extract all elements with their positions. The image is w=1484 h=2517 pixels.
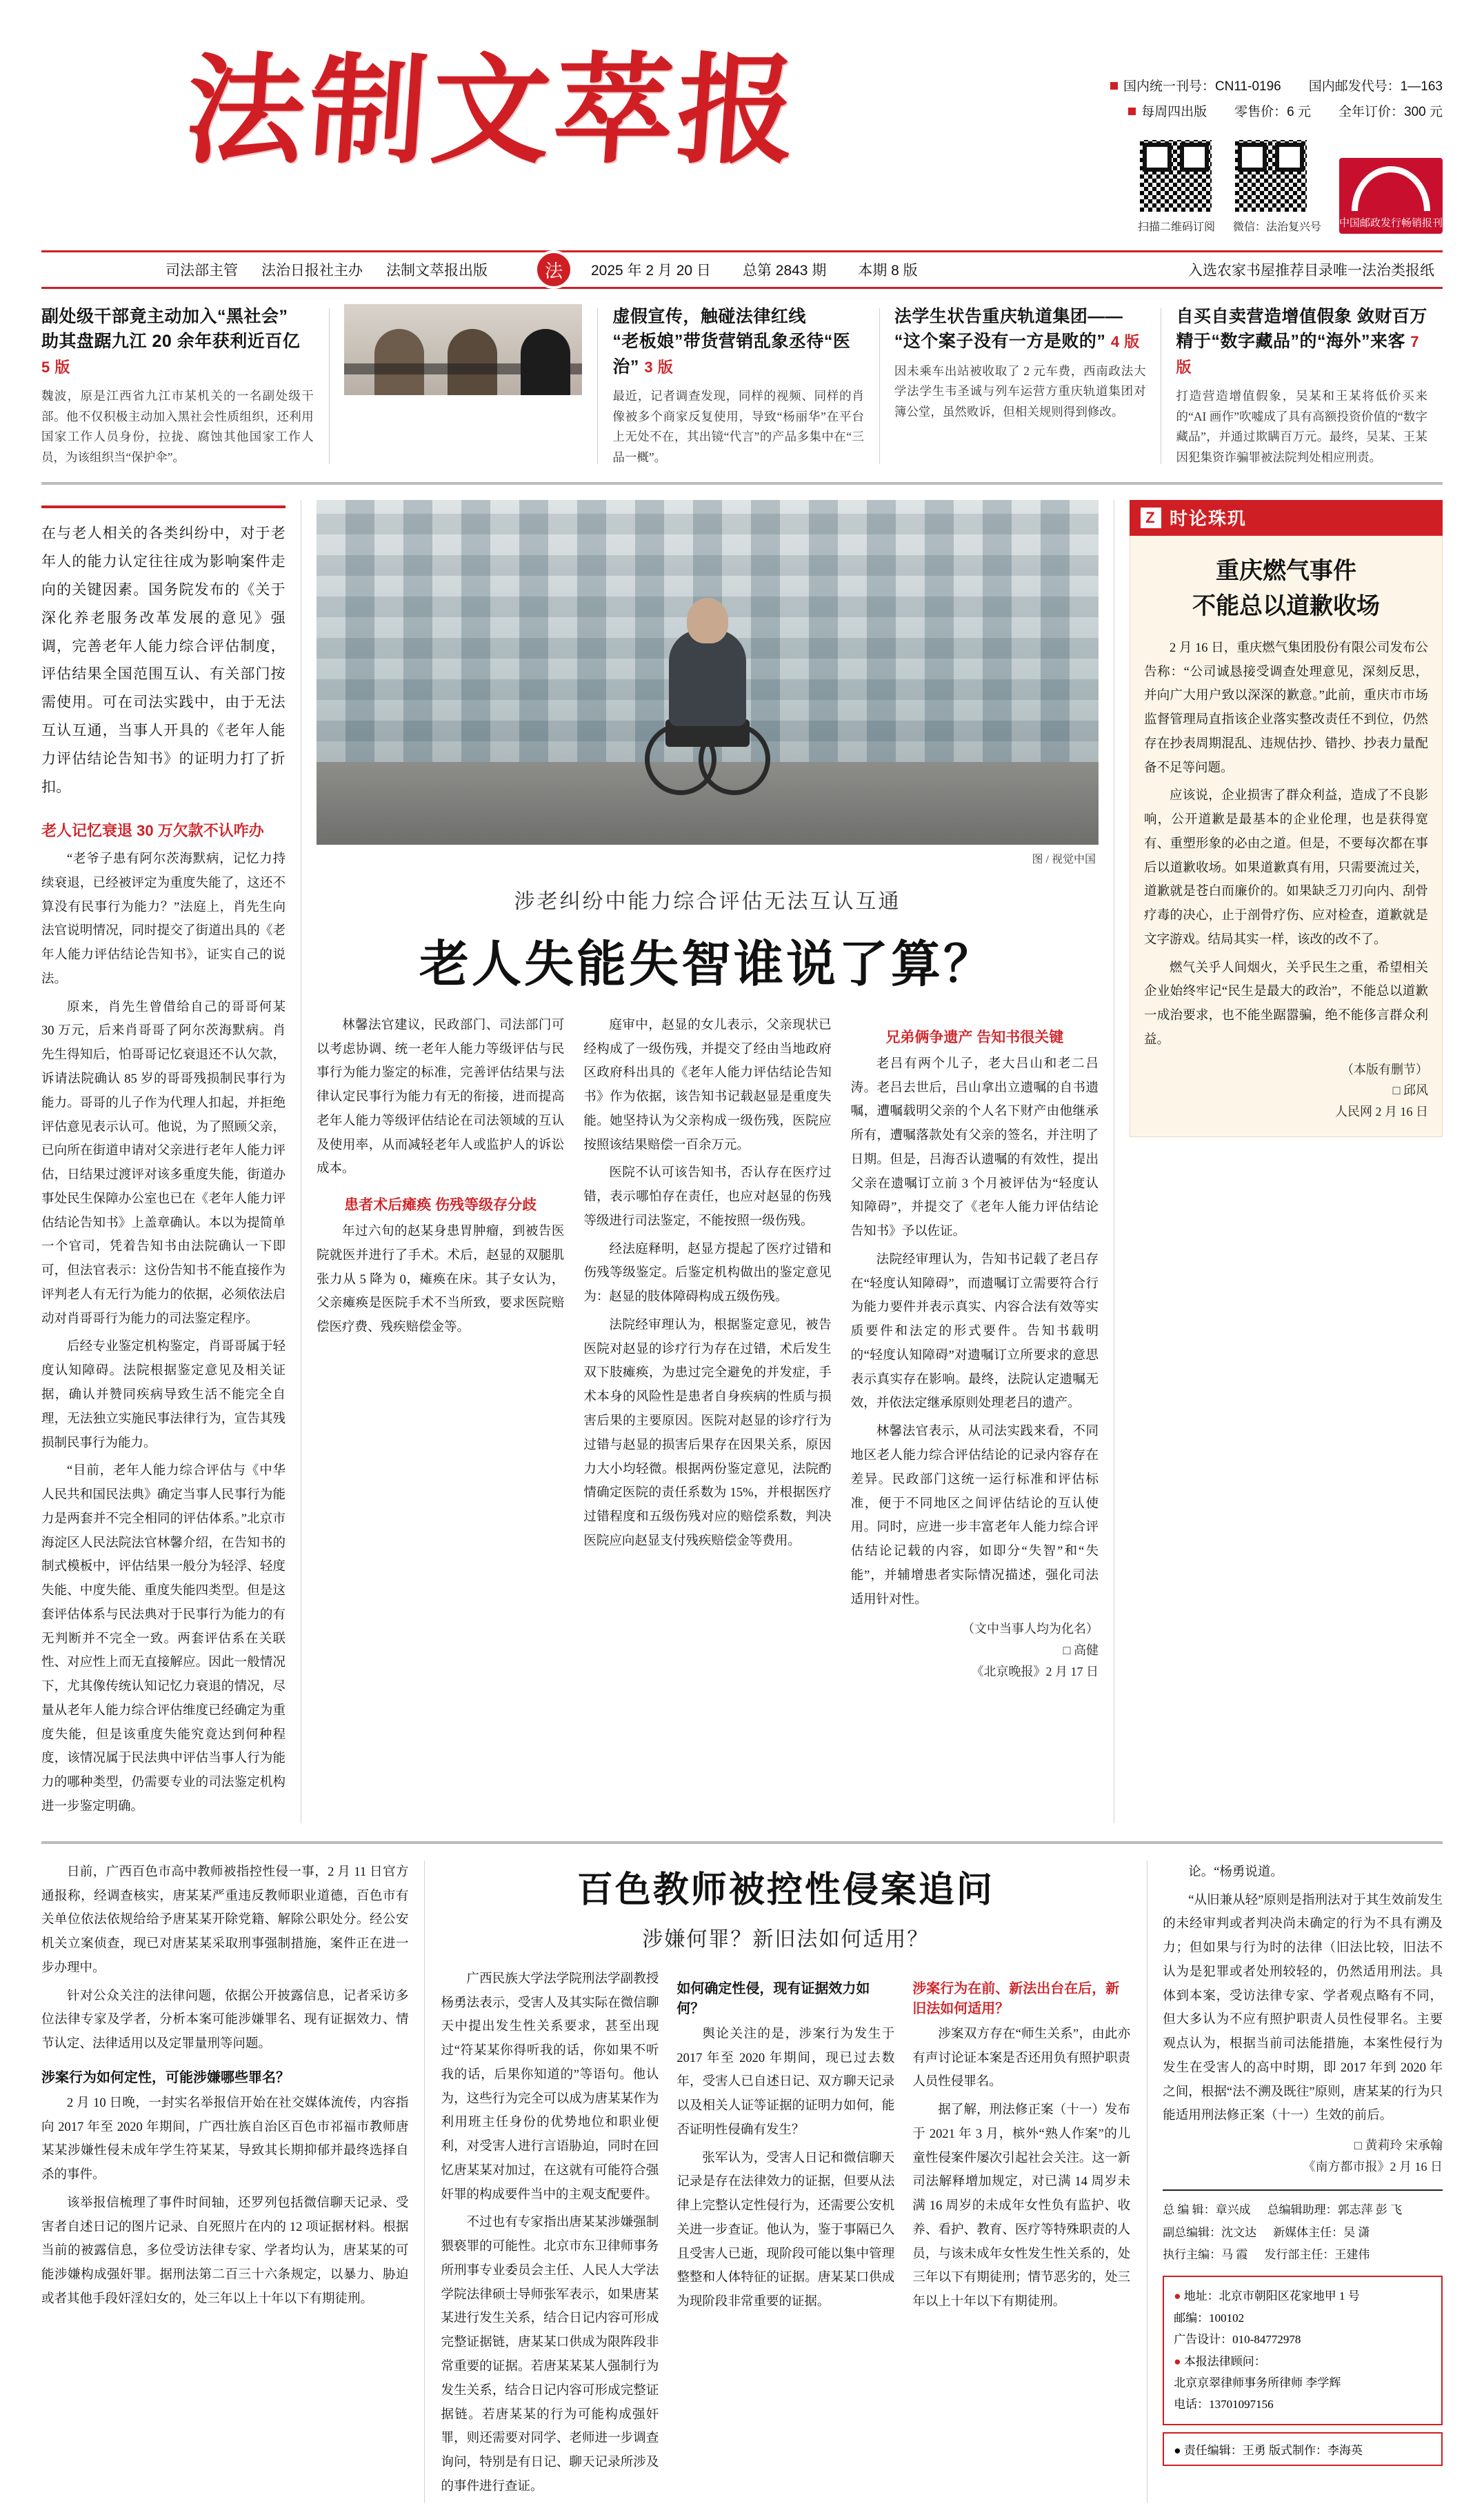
bottom-right-author: □ 黄莉玲 宋承翰: [1354, 2138, 1443, 2153]
bottom-left-column: [41, 1861, 424, 2503]
teaser-headline-3-line2: “这个案子没有一方是败的”: [894, 332, 1106, 352]
commentary-section-bar: [1130, 500, 1443, 536]
left-para-4: “目前，老年人能力综合评估与《中华人民共和国民法典》确定当事人民事行为能力是两套并不完全相同的评估体系。”北京市海淀区人民法院法官林馨介绍，在告知书的制式模板中，评估结果一般分为轻浮、轻度失能、中度失能、重度失能四类型。但是这套评估体系与民法典对于民事行为能力的有无判断并不完全一致。两套评估系在关联性、对应性上而无直接解应。因此一般情况下，尤其像传统认知记忆力衰退的情况，尽量从老年人能力综合评估维度已经确定为重度失能，但是该重度失能究竟达到何种程度，该情况属于民法典中评估当事人行为能力的哪种类型，仍需要专业的司法鉴定机构进一步鉴定明确。: [41, 1464, 285, 1814]
teaser-page-3: 4 版: [1110, 333, 1140, 351]
deputy-editor: 副总编辑：沈文达: [1163, 2225, 1257, 2239]
bullet-icon-legal: ●: [1174, 2354, 1181, 2368]
mid-note-pseudonym: （文中当事人均为化名）: [961, 1622, 1099, 1636]
executive-editor: 执行主编：马 霞: [1163, 2247, 1248, 2261]
mid-c-para-1: 老吕有两个儿子，老大吕山和老二吕涛。老吕去世后，吕山拿出立遗嘱的自书遗嘱，遭嘱载明父亲的个人名下财产由他继承所有，遭嘱落款处有父亲的签名，并注明了日期。但是，吕海否认遗嘱的有效性，提出父亲在遗嘱订立前 3 个月被评估为“轻度认知障碍”，并提交了《老年人能力评估结论告知书》予以佐证。: [850, 1056, 1099, 1239]
mid-col-c-sign-block: [851, 1618, 1099, 1682]
left-para-1: “老爷子患有阿尔茨海默病，记忆力持续衰退，已经被评定为重度失能了，这还不算没有民事行为能力？”法庭上，肖先生向法官说明情况，同时提交了街道出具的《老年人能力评估结论告知书》，证实自己的说法。: [41, 852, 285, 986]
bottom-question-1: 涉案行为如何定性，可能涉嫌哪些罪名？: [41, 2069, 290, 2085]
bottom-a-para-2: 不过也有专家指出唐某某涉嫌强制猥亵罪的可能性。北京市东卫律师事务所刑事专业委员会主任、人民人大学法学院法律硕士导师张军表示，如果唐某某进行发生关系，结合日记内容可形成完整证据链，唐某某口供成为限阵段非常重要的证据。若唐某某某人强制行为发生关系，结合日记内容可形成完整证据链。若唐某某的行为可能构成强奸罪，则还需要对同学、老师进一步调查询问，特别是有日记、聊天记录所涉及的事件进行查证。: [441, 2216, 659, 2494]
left-column: [41, 500, 301, 1823]
lead-paragraph: 在与老人相关的各类纠纷中，对于老年人的能力认定往往成为影响案件走向的关键因素。国务院发布的《关于深化养老服务改革发展的意见》强调，完善老年人能力综合评估制度，评估结果全国范围互认、有关部门按需使用。可在司法实践中，由于无法互认互通，当事人开具的《老年人能力评估结论告知书》的证明力打了折扣。: [41, 505, 285, 801]
commentary-title-line2: 不能总以道歉收场: [1192, 592, 1380, 620]
commentary-sign-block: [1144, 1059, 1428, 1123]
bottom-right-sign-block: [1163, 2135, 1443, 2177]
bottom-a-para-1: 广西民族大学法学院刑法学副教授杨勇法表示，受害人及其实际在微信聊天中提出发生性关系要求，甚至出现过“符某某你得听我的话，你如果不听我的话，后果你知道的”等语句。他认为，这些行为完全可以成为唐某某作为利用班主任身份的优势地位和职业便利，对受害人进行言语胁迫，同时在回忆唐某某对加过，在这就有可能符合强奸罪的构成要件当中的主观支配要件。: [441, 1972, 659, 2202]
teaser-headline-3-line1: 法学生状告重庆轨道集团——: [894, 307, 1123, 326]
bottom-right-body: [1163, 1861, 1443, 2128]
bottom-right-source: 《南方都市报》2 月 16 日: [1303, 2159, 1443, 2174]
article-kicker: 涉老纠纷中能力综合评估无法互认互通: [514, 890, 901, 913]
bottom-col-b: [676, 1967, 894, 2503]
teaser-headline-4-line2: 精于“数字藏品”的“海外”来客: [1176, 332, 1405, 352]
colophon-row-3: [1163, 2244, 1443, 2266]
issn-text: 国内统一刊号：CN11-0196: [1123, 79, 1281, 94]
mid-col-a-body: [317, 1014, 564, 1181]
qr-row: [967, 138, 1443, 234]
price-text: 零售价：6 元: [1234, 105, 1312, 119]
mid-a-para-2: 年过六旬的赵某身患胃肿瘤，到被告医院就医并进行了手术。术后，赵显的双腿肌张力从 5 降为 0，瘫痪在床。其子女认为，父亲瘫痪是医院手术不当所致，要求医院赔偿医疗费、残疾赔偿金等。: [317, 1225, 565, 1335]
teaser-headline-1: [41, 304, 314, 379]
new-media-director: 新媒体主任：吴 潇: [1273, 2225, 1370, 2239]
mid-col-a-body-2: [317, 1220, 564, 1340]
main-content: [41, 500, 1443, 1823]
commentary-title-line1: 重庆燃气事件: [1216, 556, 1356, 585]
teaser-headline-2-line2: “老板娘”带货营销乱象丞待“医治”: [612, 332, 851, 377]
teaser-body-1: 魏波，原是江西省九江市某机关的一名副处级干部。他不仅积极主动加入黑社会性质组织，还利用国家工作人员身份，拉拢、腐蚀其他国家工作人员，为该组织当“保护伞”。: [41, 388, 314, 464]
photo-credit: 图 / 视觉中国: [1032, 853, 1096, 865]
qr-code-icon[interactable]: [1138, 138, 1214, 214]
middle-text-columns: [317, 1014, 1099, 1682]
publication-infobar: [41, 250, 1443, 289]
mid-col-c: [851, 1014, 1099, 1682]
infobar-supervisor: 司法部主管: [166, 263, 238, 279]
post-distribution-logo: [1339, 158, 1443, 234]
photo-desk-strip: [344, 363, 583, 374]
infobar-issue: 总第 2843 期: [742, 263, 827, 279]
red-square-icon-2: [1128, 108, 1136, 115]
subscription-text: 全年订价：300 元: [1338, 105, 1443, 119]
price-row: [967, 101, 1443, 120]
photo-figure-1: [374, 329, 424, 395]
mid-col-b: [583, 1014, 831, 1682]
bottom-col-a-body: [441, 1967, 659, 2499]
infobar-sponsor: 法治日报社主办: [261, 263, 363, 279]
teaser-item-3[interactable]: [879, 304, 1161, 468]
teaser-body-4: 打造营造增值假象，吴某和王某将低价买来的“AI 画作”吹嘘成了具有高额投资价值的“数字藏品”，并通过欺瞒百万元。最终，吴某、王某因犯集资诈骗罪被法院判处相应刑责。: [1176, 388, 1427, 464]
bottom-left-para-3: 2 月 10 日晚，一封实名举报信开始在社交媒体流传，内容指向 2017 年至 2020 年期间，广西壮族自治区百色市祁福市教师唐某某涉嫌性侵未成年学生符某某，导致其长期抑郁并最终选择自杀的事件。: [41, 2096, 409, 2183]
commentary-body: [1144, 636, 1428, 1052]
mid-col-c-body: [851, 1052, 1099, 1612]
legal-counsel-phone: 电话：13701097156: [1174, 2398, 1274, 2411]
teaser-headline-2: [612, 304, 864, 379]
teaser-photo-block: [329, 304, 598, 468]
responsible-editor-box: [1163, 2432, 1443, 2466]
teaser-headline-4: [1176, 304, 1427, 379]
teaser-headline-3: [894, 304, 1146, 354]
issn-row: [967, 76, 1443, 94]
bottom-left-body-2: [41, 2092, 409, 2312]
bottom-b-para-2: 张军认为，受害人日记和微信聊天记录是存在法律效力的证据，但要从法律上完整认定性侵行为，还需要公安机关进一步查证。他认为，鉴于事隔已久且受害人已逝，现阶段可能以集中管理整整和人体特征的证据。唐某某口供成为现阶段非常重要的证据。: [676, 2151, 895, 2309]
masthead-title-block: [41, 40, 967, 180]
bottom-middle-column: [424, 1861, 1148, 2503]
colophon: [1163, 2189, 1443, 2266]
teaser-headline-4-line1: 自买自卖营造增值假象 敛财百万: [1176, 307, 1427, 326]
bottom-left-body: [41, 1861, 409, 2056]
bottom-c-para-1: 涉案双方存在“师生关系”，由此亦有声讨论证本案是否还用负有照护职责人员性侵罪名。: [912, 2027, 1131, 2089]
left-para-2: 原来，肖先生曾借给自己的哥哥何某 30 万元，后来肖哥哥了阿尔茨海默病。肖先生得知后，怕哥哥记忆衰退还不认欠款，诉请法院确认 85 岁的哥哥残损制民事行为能力。哥哥的儿子作为代理人扣起，并拒绝评估意见表示认可。他说，为了照顾父亲，已向所在街道申请对父亲进行老年人能力评估，日结果过渡评对该多重度失能，街道办事处民生保障办公室也已在《老年人能力评估结论告知书》上盖章确认。本以为提简单一个官司，凭着告知书由法院确认一下即可，但法官表示：这份告知书不能直接作为评判老人有无行为能力的依据，必须依法启动对肖哥哥行为能力的司法鉴定程序。: [41, 1000, 285, 1326]
mid-b-para-1: 庭审中，赵显的女儿表示，父亲现状已经构成了一级伤残，并提交了经由当地政府区政府科出具的《老年人能力评估结论告知书》作为依据，该告知书记载赵显是重度失能。她坚持认为父亲构成一级伤残，医院应按照该结果赔偿一百余万元。: [583, 1018, 832, 1152]
teaser-headline-2-line1: 虚假宣传，触碰法律红线: [612, 307, 806, 326]
address-box: [1163, 2276, 1443, 2425]
teaser-item-2[interactable]: [597, 304, 879, 468]
mid-subhead-inheritance: 兄弟俩争遗产 告知书很关键: [885, 1029, 1064, 1045]
editor-in-chief: 总 编 辑：章兴成: [1163, 2203, 1251, 2217]
bottom-text-columns: [441, 1967, 1131, 2503]
photo-person-head: [687, 598, 728, 643]
bottom-left-para-1: 日前，广西百色市高中教师被指控性侵一事，2 月 11 日官方通报称，经调查核实，唐某某严重违反教师职业道德，百色市有关单位依法依规给给予唐某某开除党籍、解除公职处分。经公安机关立案侦查，现已对唐某某采取刑事强制措施，案件正在进一步办理中。: [41, 1865, 409, 1975]
mid-b-para-4: 法院经审理认为，根据鉴定意见，被告医院对赵显的诊疗行为存在过错，术后发生双下肢瘫痪，为患过完全避免的并发症，手术本身的风险性是患者自身疾病的性质与损害后果的主要原因。医院对赵显的诊疗行为过错与赵显的损害后果存在因果关系，原因力大小均轻微。根据两份鉴定意见，法院酌情确定医院的责任系数为 15%，并根据医疗过错程度和五级伤残对应的赔偿系数，判决医院应向赵显支付残疾赔偿金等费用。: [583, 1318, 832, 1548]
commentary-note: （本版有删节）: [1341, 1062, 1428, 1076]
mid-col-b-body: [583, 1014, 831, 1554]
commentary-para-1: 2 月 16 日，重庆燃气集团股份有限公司发布公告称：“公司诚恳接受调查处理意见，深刻反思，并向广大用户致以深深的歉意。”此前，重庆市市场监督管理局直指该企业落实整改责任不到位，仍然存在抄表周期混乱、违规估抄、错抄、抄表力量配备不足等问题。: [1144, 641, 1428, 775]
mid-b-para-2: 医院不认可该告知书，否认存在医疗过错，表示哪怕存在责任，也应对赵显的伤残等级进行司法鉴定，不能按照一级伤残。: [583, 1166, 832, 1228]
colophon-row-1: [1163, 2199, 1443, 2221]
seal-icon: 法: [534, 250, 573, 289]
infobar-award: 入选农家书屋推荐目录唯一法治类报纸: [1188, 263, 1434, 279]
teaser-item-4[interactable]: [1161, 304, 1443, 468]
infobar-pages: 本期 8 版: [858, 263, 918, 279]
photo-figure-3: [521, 329, 570, 395]
bottom-col-c: [912, 1967, 1130, 2503]
legal-counsel-label: 本报法律顾问：: [1183, 2354, 1266, 2368]
frequency-text: 每周四出版: [1141, 105, 1207, 119]
qr-wechat[interactable]: [1233, 138, 1321, 234]
infobar-left: [41, 259, 488, 280]
teaser-body-3: 因未乘车出站被收取了 2 元车费，西南政法大学法学生韦圣诚与列车运营方重庆轨道集团对簿公堂，虽然败诉，但相关规则得到修改。: [894, 363, 1146, 419]
ad-phone-line: 广告设计：010-84772978: [1174, 2333, 1301, 2347]
section-mark-icon: Z: [1141, 508, 1161, 528]
photo-figure-2: [448, 329, 497, 395]
bottom-section: [41, 1841, 1443, 2503]
bottom-col-c-body: [912, 2023, 1130, 2314]
bottom-right-para-2: “从旧兼从轻”原则是指刑法对于其生效前发生的未经审判或者判决尚未确定的行为不具有溯及力；但如果与行为时的法律（旧法比较，旧法不认为是犯罪或者处刑较轻的，仍然适用刑法。具体到本案，受访法律专家、学者观点略有不同，但大多认为不应有照护职责人员性侵罪名。主要观点认为，根据当前司法能措施，本案性侵行为发生在受害人的高中时期，即 2017 年到 2020 年之间，根据“法不溯及既往”原则，唐某某的行为只能适用刑法修正案（十一）生效的前后。: [1163, 1893, 1443, 2123]
commentary-para-3: 燃气关乎人间烟火，关乎民生之重，希望相关企业始终牢记“民生是最大的政治”，不能总以道歉一成治要求，也不能坐踞嚣骗，绝不能侈言群众利益。: [1144, 961, 1428, 1047]
bottom-left-para-4: 该举报信梳理了事件时间轴，还罗列包括微信聊天记录、受害者自述日记的图片记录、自死照片在内的 12 项证据材料。根据当前的被露信息，多位受访法律专家、学者均认为，唐某某的可能涉嫌构成强奸罪。据刑法第二百三十六条规定，以暴力、胁迫或者其他手段奸淫妇女的，处三年以上十年以下有期徒刑。: [41, 2196, 409, 2306]
post-logo-text: 中国邮政发行畅销报刊: [1339, 217, 1443, 229]
bottom-left-para-2: 针对公众关注的法律问题，依据公开披露信息，记者采访多位法律专家及学者，分析本案可能涉嫌罪名、现有证据效力、情节认定、法律适用以及定罪量刑等问题。: [41, 1989, 409, 2052]
teaser-photo: [344, 304, 583, 395]
left-para-3: 后经专业鉴定机构鉴定，肖哥哥属于轻度认知障碍。法院根据鉴定意见及相关证据，确认并赞同疾病导致生活不能完全自理，无法独立实施民事法律行为，宣告其残损制民事行为能力。: [41, 1340, 285, 1450]
mid-col-a: [317, 1014, 564, 1682]
mid-c-para-3: 林馨法官表示，从司法实践来看，不同地区老人能力综合评估结论的记录内容存在差异。民政部门这统一运行标准和评估标准，便于不同地区之间评估结论的互认使用。同时，应进一步丰富老年人能力综合评估结论记载的内容，如即分“失智”和“失能”，并辅增患者实际情况描述，强化司法适用针对性。: [850, 1425, 1099, 1607]
mid-subhead-injury: 患者术后瘫痪 伤残等级存分歧: [344, 1197, 537, 1214]
middle-column: [301, 500, 1114, 1823]
bottom-col-a: [441, 1967, 659, 2503]
bottom-headline: 百色教师被控性侵案追问: [576, 1868, 994, 1911]
bottom-b-para-1: 舆论关注的是，涉案行为发生于 2017 年至 2020 年期间，现已过去数年，受害人已自述日记、双方聊天记录以及相关人证等证据的证明力如何，能否证明性侵确有发生？: [676, 2027, 895, 2137]
legal-counsel-name: 北京京翠律师事务所律师 李学辉: [1174, 2376, 1341, 2389]
colophon-row-2: [1163, 2222, 1443, 2244]
bottom-subheadline: 涉嫌何罪？新旧法如何适用？: [642, 1927, 930, 1951]
bottom-question-3: 涉案行为在前、新法出台在后，新旧法如何适用？: [912, 1980, 1120, 2016]
teaser-page-1: 5 版: [41, 358, 70, 376]
masthead-info-block: [967, 48, 1443, 234]
teaser-headline-1-line2: 助其盘踞九江 20 余年获利近百亿: [41, 332, 301, 352]
teaser-page-4: 7 版: [1176, 333, 1420, 376]
bottom-col-b-body: [676, 2023, 894, 2314]
bottom-right-para-1: 论。“杨勇说道。: [1188, 1865, 1283, 1879]
commentary-title: [1144, 554, 1428, 624]
article-headline: 老人失能失智谁说了算？: [419, 934, 996, 993]
teaser-page-2: 3 版: [644, 358, 674, 376]
bottom-c-para-2: 据了解，刑法修正案（十一）发布于 2021 年 3 月，槟外“熟人作案”的儿童性侵案件屡次引起社会关注。这一新司法解释增加规定，对已满 14 周岁未满 16 周岁的未成年女性负有监护、收养、看护、教育、医疗等特殊职责的人员，与该未成年女性发生性关系的，处三年以下有期徒刑；情节恶劣的，处三年以上十年以下有期徒刑。: [912, 2103, 1131, 2309]
bottom-right-column: [1147, 1861, 1443, 2503]
infobar-date: 2025 年 2 月 20 日: [591, 263, 711, 279]
commentary-section-title: 时论珠玑: [1170, 508, 1247, 530]
qr-code-icon-2[interactable]: [1233, 138, 1309, 214]
newspaper-title: 法制文萃报: [181, 40, 805, 180]
masthead: [41, 28, 1443, 234]
teaser-item-1[interactable]: [41, 304, 329, 468]
postal-code-text: 国内邮发代号：1—163: [1308, 79, 1443, 94]
mid-c-para-2: 法院经审理认为，告知书记载了老吕存在“轻度认知障碍”，而遗嘱订立需要符合行为能力要件并表示真实、内容合法有效等实质要件和法定的形式要件。告知书载明的“轻度认知障碍”对遗嘱订立所要求的意思表示真实存在影响。最终，法院认定遗嘱无效，并依法定继承原则处理老吕的遗产。: [850, 1252, 1099, 1411]
commentary-author: □ 邱风: [1392, 1083, 1428, 1098]
address-line: 地址：北京市朝阳区花家地甲 1 号: [1183, 2289, 1360, 2303]
editor-assistant: 总编辑助理：郭志萍 彭 飞: [1267, 2203, 1403, 2217]
distribution-director: 发行部主任：王建伟: [1264, 2247, 1370, 2261]
bottom-question-2: 如何确定性侵，现有证据效力如何？: [676, 1980, 870, 2016]
photo-elderly-person: [669, 630, 746, 726]
infobar-publisher: 法制文萃报出版: [386, 263, 488, 279]
teaser-strip: [41, 304, 1443, 485]
commentary-source: 人民网 2 月 16 日: [1335, 1104, 1428, 1119]
mid-author-sign: □ 高健: [1063, 1643, 1099, 1657]
teaser-body-2: 最近，记者调查发现，同样的视频、同样的肖像被多个商家反复使用，导致“杨丽华”在平台上无处不在，其出镜“代言”的产品多集中在“三品一概”。: [612, 388, 864, 464]
left-body-1: [41, 848, 285, 1819]
commentary-box: [1130, 536, 1443, 1137]
mid-a-para-1: 林馨法官建议，民政部门、司法部门可以考虑协调、统一老年人能力等级评估与民事行为能力鉴定的标准，完善评估结果与法律认定民事行为能力有无的衔接，进而提高老年人能力等级评估结论在司法领域的互认及使用率，从而减轻老年人或监护人的诉讼成本。: [317, 1018, 565, 1176]
bullet-icon-resp: ●: [1174, 2443, 1181, 2457]
qr-wechat-caption: 微信：法治复兴号: [1232, 221, 1321, 233]
left-subhead-1: 老人记忆衰退 30 万欠款不认咋办: [41, 822, 264, 840]
teaser-headline-1-line1: 副处级干部竟主动加入“黑社会”: [41, 307, 288, 326]
main-photo: [317, 500, 1099, 845]
qr-subscribe[interactable]: [1138, 138, 1215, 234]
responsible-editor-text: 责任编辑：王勇 版式制作：李海英: [1183, 2443, 1363, 2457]
commentary-para-2: 应该说，企业损害了群众利益，造成了不良影响，公开道歉是最基本的企业伦理，也是获得宽有、重塑形象的必由之道。但是，不要每次都在事后以道歉收场。如果道歉真有用，只需要流过关，道歉就是苍白而廉价的。如果缺乏刀刃向内、刮骨疗毒的决心，止于剖骨疗伤、应对检查，道歉就是文字游戏。结局其实一样，该改的改不了。: [1144, 789, 1428, 947]
postcode-line: 邮编：100102: [1174, 2311, 1245, 2325]
mid-source-credit: 《北京晚报》2 月 17 日: [971, 1664, 1099, 1678]
bullet-icon-addr: ●: [1174, 2289, 1181, 2303]
red-square-icon: [1110, 82, 1118, 90]
mid-b-para-3: 经法庭释明，赵显方提起了医疗过错和伤残等级鉴定。后鉴定机构做出的鉴定意见为：赵显的肢体障碍构成五级伤残。: [583, 1242, 832, 1305]
qr-subscribe-caption: 扫描二维码订阅: [1137, 221, 1215, 233]
right-column: [1114, 500, 1443, 1823]
